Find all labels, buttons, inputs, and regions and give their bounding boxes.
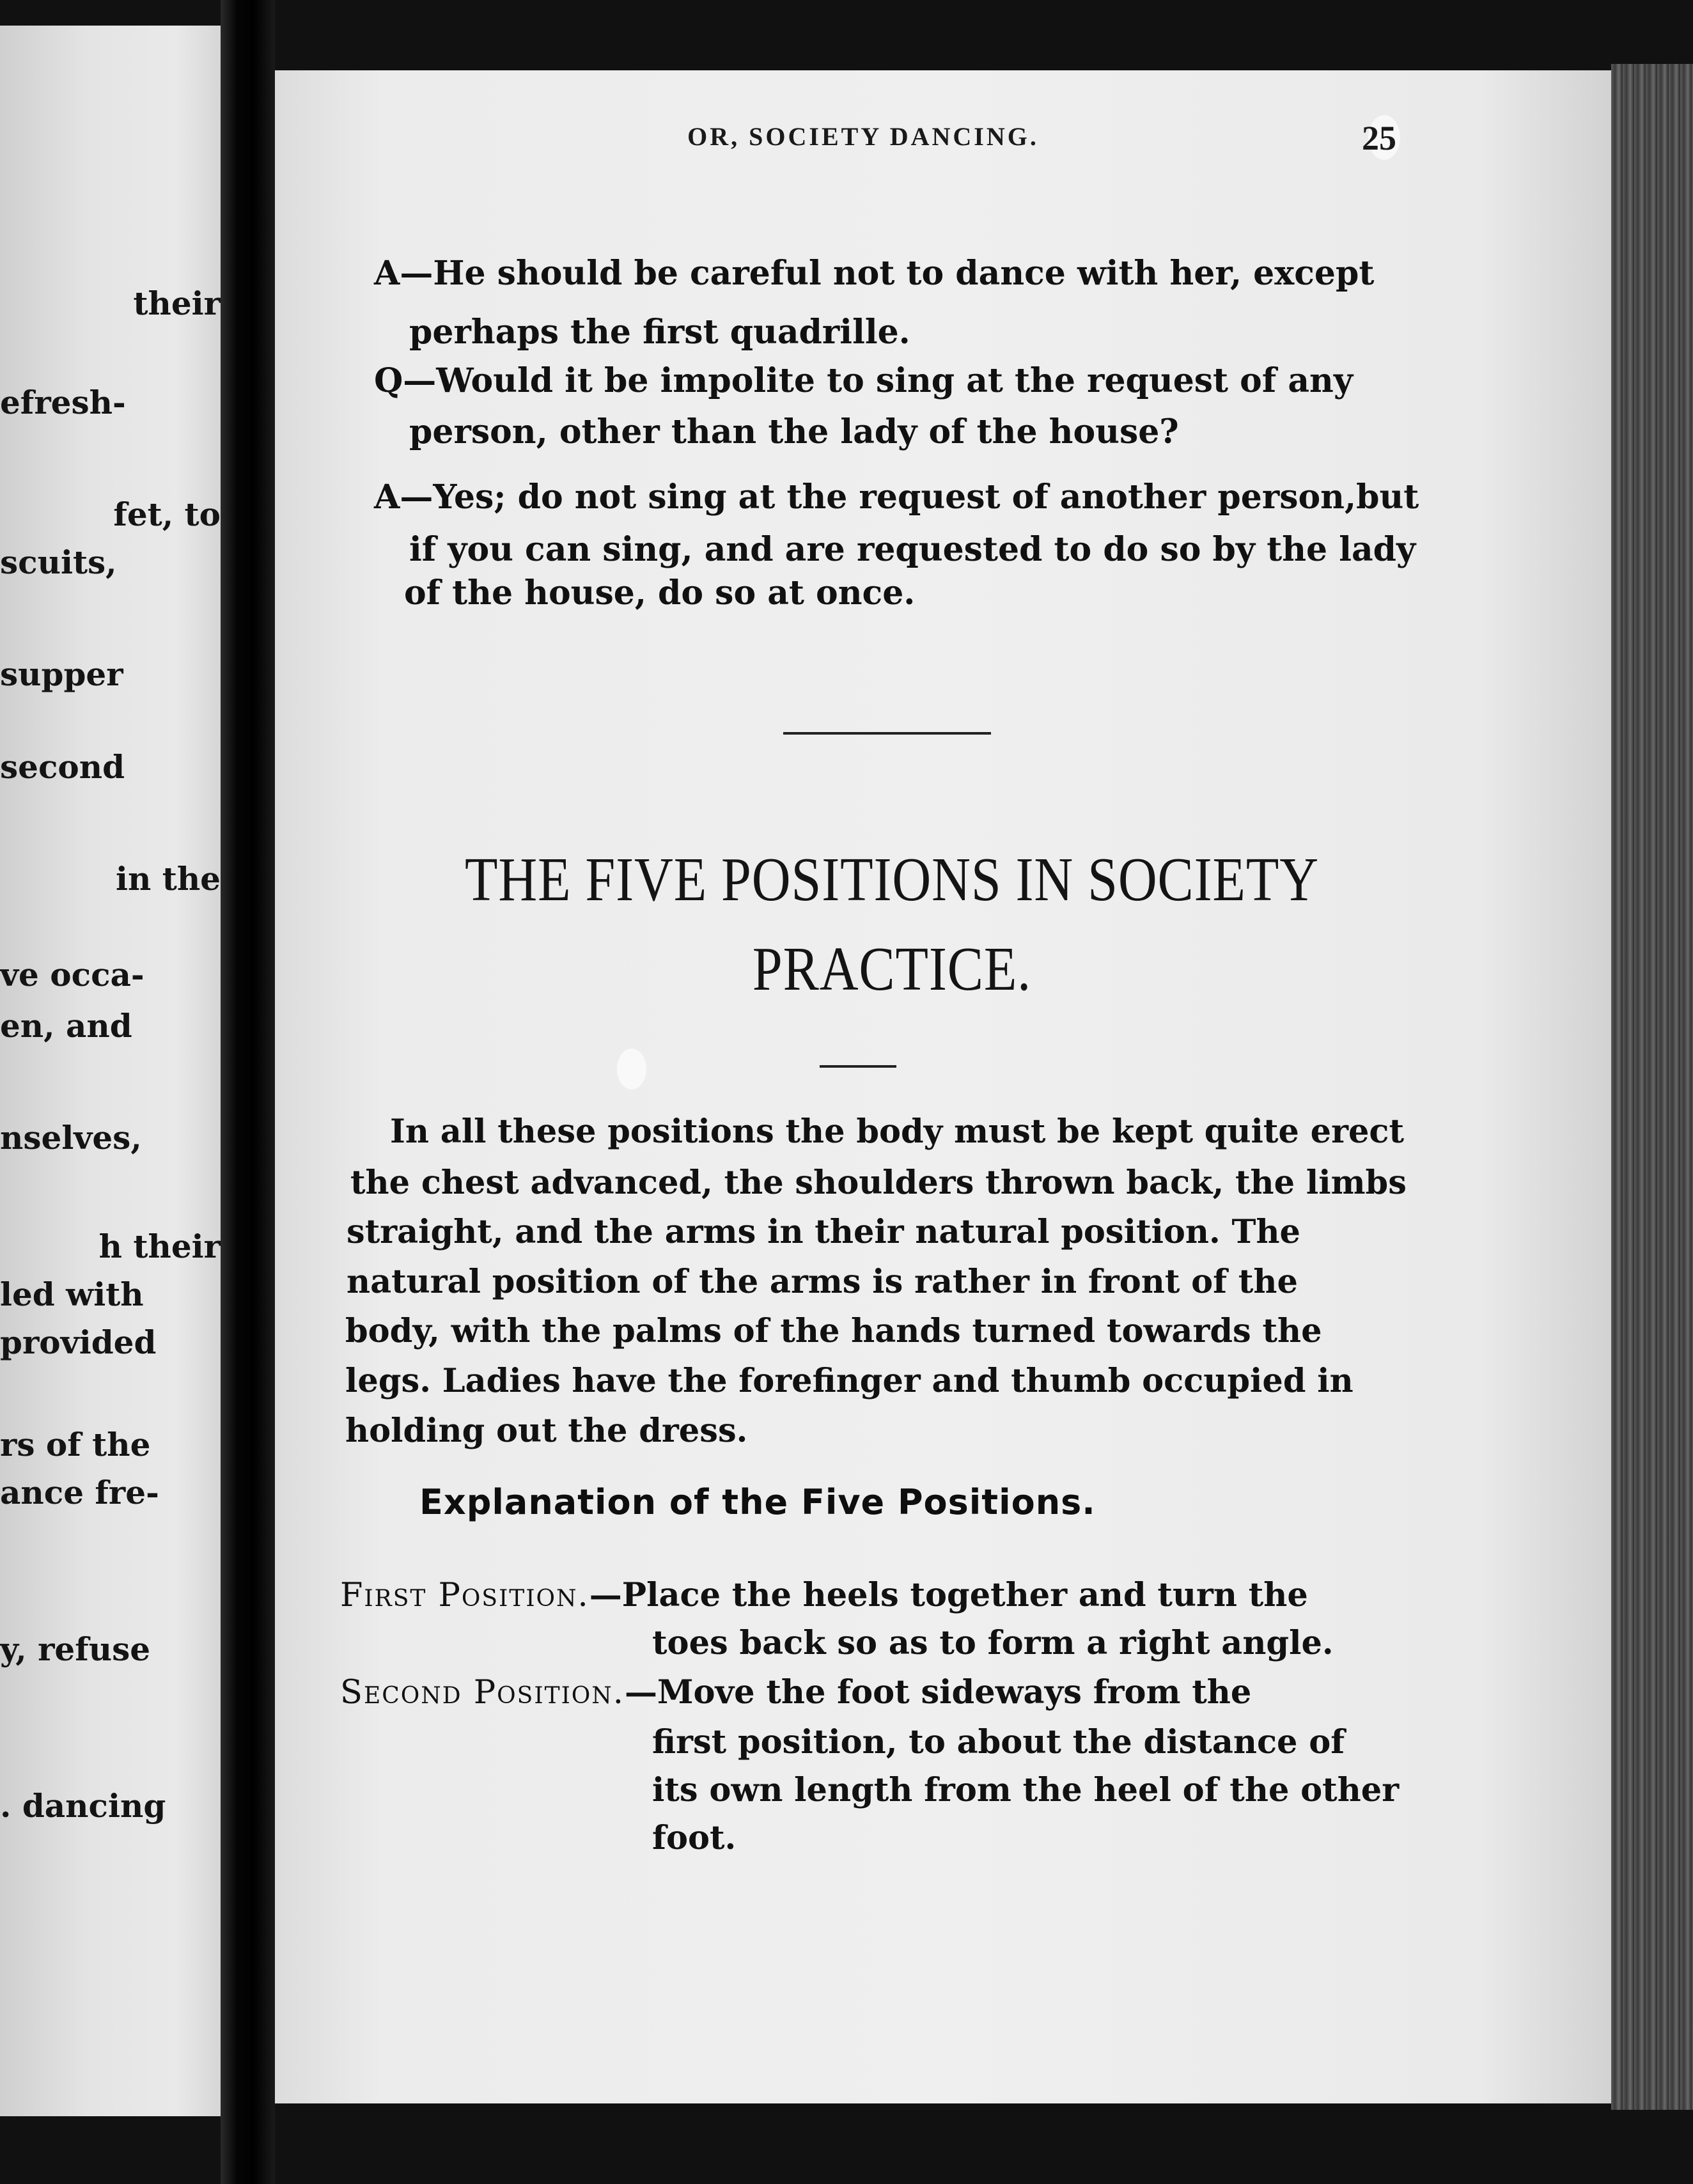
facing-page-fragment: ance fre- [0, 1474, 159, 1511]
page-number: 25 [1362, 119, 1396, 157]
chapter-title: THE FIVE POSITIONS IN SOCIETY [465, 845, 1319, 914]
position-text: first position, to about the distance of [652, 1723, 1345, 1761]
position-text: foot. [652, 1819, 737, 1857]
section-subheading: Explanation of the Five Positions. [419, 1482, 1096, 1522]
facing-page-fragment: fet, to [113, 495, 221, 533]
section-rule [783, 732, 991, 735]
facing-page-fragment: efresh- [0, 384, 126, 421]
qa-line: of the house, do so at once. [404, 573, 916, 612]
facing-page-fragment: ve occa- [0, 956, 144, 994]
qa-line: person, other than the lady of the house? [409, 412, 1179, 451]
body-line: natural position of the arms is rather in front of the [347, 1263, 1298, 1301]
facing-page-fragment: provided [0, 1323, 157, 1361]
position-label: First Position. [340, 1577, 589, 1614]
qa-line: perhaps the first quadrille. [409, 313, 910, 352]
qa-line: Q—Would it be impolite to sing at the request of any [374, 361, 1354, 400]
qa-line: A—Yes; do not sing at the request of another person,but [374, 478, 1419, 517]
body-line: straight, and the arms in their natural position. The [347, 1213, 1300, 1251]
running-head: OR, SOCIETY DANCING. [687, 122, 1039, 151]
position-text: —Place the heels together and turn the [589, 1576, 1308, 1614]
page-edges [1611, 64, 1693, 2110]
facing-page-fragment: supper [0, 655, 123, 693]
body-line: the chest advanced, the shoulders thrown back, the limbs [350, 1164, 1407, 1202]
paper-blemish [617, 1049, 646, 1089]
position-text: —Move the foot sideways from the [625, 1673, 1252, 1712]
facing-page-fragment: nselves, [0, 1119, 142, 1157]
facing-page-fragment: y, refuse [0, 1630, 151, 1668]
facing-page-fragment: second [0, 748, 125, 786]
chapter-title-continued: PRACTICE. [752, 935, 1032, 1004]
body-line: In all these positions the body must be kept quite erect [390, 1112, 1405, 1151]
facing-page [0, 26, 221, 2116]
facing-page-fragment: scuits, [0, 543, 117, 581]
position-text: toes back so as to form a right angle. [652, 1624, 1334, 1662]
position-entry-second [340, 1673, 1252, 1712]
title-rule [820, 1065, 896, 1068]
body-line: holding out the dress. [345, 1412, 748, 1450]
facing-page-fragment: led with [0, 1275, 144, 1313]
position-text: its own length from the heel of the other [652, 1771, 1400, 1809]
position-label: Second Position. [340, 1674, 625, 1712]
body-line: legs. Ladies have the forefinger and thumb occupied in [345, 1362, 1354, 1400]
facing-page-fragment: h their [98, 1228, 221, 1265]
facing-page-fragment: en, and [0, 1007, 132, 1045]
facing-page-fragment: their [133, 285, 221, 322]
book-gutter [221, 0, 275, 2184]
facing-page-fragment: rs of the [0, 1426, 151, 1463]
facing-page-fragment: in the [115, 860, 221, 898]
position-entry-first [340, 1576, 1308, 1614]
qa-line: if you can sing, and are requested to do so by the lady [409, 530, 1416, 569]
facing-page-fragment: . dancing [0, 1787, 166, 1825]
body-line: body, with the palms of the hands turned towards the [345, 1312, 1322, 1350]
qa-line: A—He should be careful not to dance with her, except [374, 254, 1375, 293]
